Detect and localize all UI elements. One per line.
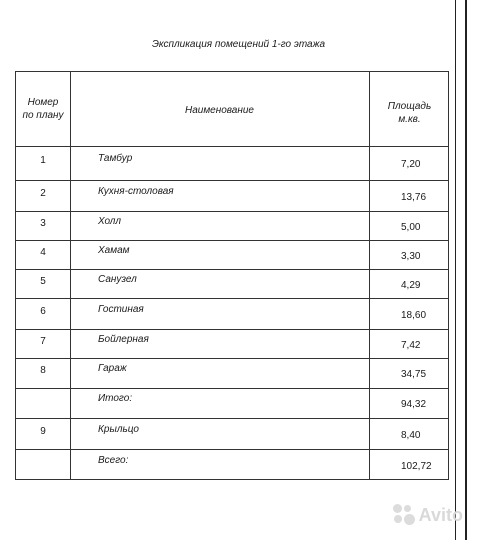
row-area: 13,76	[401, 191, 427, 203]
row-name: Гараж	[98, 363, 127, 374]
row-divider	[16, 418, 448, 419]
row-name: Санузел	[98, 273, 137, 285]
header-number	[16, 96, 70, 122]
row-area: 18,60	[401, 309, 427, 321]
row-area: 34,75	[401, 369, 427, 380]
row-number: 2	[40, 187, 46, 199]
row-divider	[16, 388, 448, 389]
row-number: 3	[40, 217, 46, 229]
row-name: Тамбур	[98, 153, 133, 164]
page-title: Экспликация помещений 1-го этажа	[151, 39, 326, 50]
avito-watermark	[393, 504, 463, 526]
row-area: 8,40	[401, 429, 421, 441]
avito-logo-icon	[393, 504, 415, 526]
row-area: 102,72	[401, 461, 432, 472]
row-area: 94,32	[401, 399, 427, 410]
row-name: Гостиная	[98, 303, 144, 315]
row-name: Холл	[98, 215, 122, 227]
row-divider	[16, 240, 448, 241]
header-area-line2: м.кв.	[398, 114, 421, 125]
header-area-line1: Площадь	[387, 101, 432, 112]
row-number: 7	[40, 335, 46, 347]
row-area: 7,20	[401, 159, 421, 170]
row-number: 1	[40, 155, 46, 166]
header-area	[369, 100, 450, 126]
row-name: Бойлерная	[98, 333, 149, 345]
row-area: 4,29	[401, 279, 421, 291]
row-number: 8	[40, 365, 46, 376]
row-divider	[16, 146, 448, 147]
row-name: Хамам	[98, 244, 130, 256]
explication-table	[15, 71, 449, 480]
row-number: 6	[40, 305, 46, 317]
header-number-line1: Номер	[27, 97, 59, 108]
row-divider	[16, 269, 448, 270]
header-number-line2: по плану	[22, 110, 64, 121]
row-name: Кухня-столовая	[98, 185, 174, 197]
row-divider	[16, 358, 448, 359]
row-area: 7,42	[401, 339, 421, 351]
row-divider	[16, 449, 448, 450]
header-name: Наименование	[184, 105, 254, 116]
row-name: Всего:	[98, 455, 129, 466]
row-divider	[16, 329, 448, 330]
row-divider	[16, 298, 448, 299]
row-name: Крыльцо	[98, 423, 139, 435]
row-number: 9	[40, 425, 46, 437]
sheet-border-line	[465, 0, 467, 540]
row-name: Итого:	[98, 393, 133, 404]
sheet-border-line	[455, 0, 456, 540]
watermark-text: Avito	[418, 504, 463, 525]
row-number: 4	[40, 246, 46, 258]
row-area: 5,00	[401, 221, 421, 233]
row-divider	[16, 180, 448, 181]
row-number: 5	[40, 275, 46, 287]
row-divider	[16, 211, 448, 212]
row-area: 3,30	[401, 250, 421, 262]
